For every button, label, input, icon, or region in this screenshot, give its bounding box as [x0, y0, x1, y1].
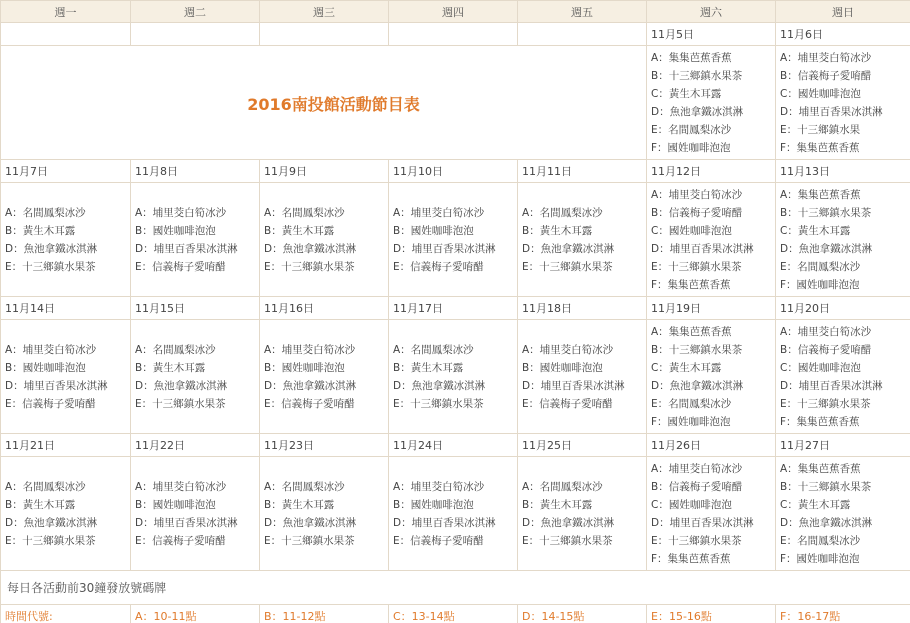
event-item: E：十三鄉鎮水果茶	[5, 261, 96, 273]
event-list	[135, 478, 255, 550]
event-item: E：名間鳳梨冰沙	[780, 535, 861, 547]
event-item: B：國姓咖啡泡泡	[264, 362, 345, 374]
event-item: E：名間鳳梨冰沙	[651, 124, 732, 136]
event-item: A：名間鳳梨冰沙	[135, 344, 216, 356]
event-list	[393, 204, 513, 276]
event-row	[1, 320, 910, 434]
event-item: E：名間鳳梨冰沙	[780, 261, 861, 273]
event-list	[780, 460, 906, 568]
date-row	[1, 23, 910, 46]
weekday-header: 週三	[260, 1, 389, 23]
event-item: D：魚池拿鐵冰淇淋	[135, 380, 228, 392]
event-item: F：國姓咖啡泡泡	[651, 142, 731, 154]
event-item: D：埔里百香果冰淇淋	[5, 380, 108, 392]
event-item: A：埔里茭白筍冰沙	[264, 344, 356, 356]
date-cell: 11月5日	[647, 23, 776, 46]
event-item: A：名間鳳梨冰沙	[522, 207, 603, 219]
event-item: B：信義梅子愛唷醋	[780, 344, 872, 356]
event-item: A：埔里茭白筍冰沙	[393, 207, 485, 219]
event-list	[264, 341, 384, 413]
event-item: E：十三鄉鎮水果茶	[651, 535, 742, 547]
event-item: E：名間鳳梨冰沙	[651, 398, 732, 410]
event-item: A：埔里茭白筍冰沙	[5, 344, 97, 356]
event-item: B：國姓咖啡泡泡	[135, 499, 216, 511]
date-cell: 11月24日	[389, 434, 518, 457]
event-item: E：十三鄉鎮水果	[780, 124, 861, 136]
event-item: D：魚池拿鐵冰淇淋	[5, 243, 98, 255]
event-list	[393, 478, 513, 550]
event-item: A：集集芭蕉香蕉	[780, 189, 861, 201]
event-item: B：黃生木耳露	[393, 362, 464, 374]
event-cell	[518, 457, 647, 571]
event-item: F：集集芭蕉香蕉	[780, 142, 860, 154]
event-cell	[131, 457, 260, 571]
event-item: C：國姓咖啡泡泡	[780, 362, 861, 374]
event-cell	[518, 320, 647, 434]
event-item: D：魚池拿鐵冰淇淋	[651, 380, 744, 392]
event-item: E：十三鄉鎮水果茶	[135, 398, 226, 410]
event-item: E：十三鄉鎮水果茶	[393, 398, 484, 410]
date-cell: 11月6日	[776, 23, 910, 46]
event-item: D：魚池拿鐵冰淇淋	[522, 517, 615, 529]
event-item: E：十三鄉鎮水果茶	[264, 261, 355, 273]
event-cell	[647, 46, 776, 160]
event-item: A：埔里茭白筍冰沙	[651, 189, 743, 201]
event-item: B：國姓咖啡泡泡	[135, 225, 216, 237]
date-cell: 11月15日	[131, 297, 260, 320]
event-item: E：信義梅子愛唷醋	[393, 535, 484, 547]
event-item: E：信義梅子愛唷醋	[135, 535, 226, 547]
event-cell	[389, 320, 518, 434]
event-item: D：魚池拿鐵冰淇淋	[393, 380, 486, 392]
event-item: C：國姓咖啡泡泡	[651, 499, 732, 511]
event-item: C：國姓咖啡泡泡	[780, 88, 861, 100]
event-list	[780, 323, 906, 431]
event-item: D：魚池拿鐵冰淇淋	[651, 106, 744, 118]
date-cell: 11月23日	[260, 434, 389, 457]
event-cell	[1, 320, 131, 434]
date-cell: 11月7日	[1, 160, 131, 183]
event-cell	[260, 457, 389, 571]
page-title: 2016南投館活動節目表	[247, 94, 420, 114]
event-item: A：集集芭蕉香蕉	[780, 463, 861, 475]
event-item: A：埔里茭白筍冰沙	[393, 481, 485, 493]
footer-note: 每日各活動前30鐘發放號碼牌	[1, 571, 910, 605]
event-item: A：名間鳳梨冰沙	[264, 207, 345, 219]
weekday-header: 週四	[389, 1, 518, 23]
time-slot: C：13-14點	[389, 605, 518, 623]
event-item: D：魚池拿鐵冰淇淋	[780, 243, 873, 255]
event-item: B：黃生木耳露	[522, 225, 593, 237]
event-item: D：埔里百香果冰淇淋	[780, 380, 883, 392]
event-item: B：國姓咖啡泡泡	[522, 362, 603, 374]
event-item: E：信義梅子愛唷醋	[5, 398, 96, 410]
event-item: B：十三鄉鎮水果茶	[651, 344, 743, 356]
event-item: E：十三鄉鎮水果茶	[522, 535, 613, 547]
event-item: B：黃生木耳露	[5, 499, 76, 511]
event-list	[135, 341, 255, 413]
event-item: B：國姓咖啡泡泡	[393, 225, 474, 237]
event-list	[264, 478, 384, 550]
weekday-header: 週五	[518, 1, 647, 23]
event-list	[522, 341, 642, 413]
event-list	[135, 204, 255, 276]
event-item: A：埔里茭白筍冰沙	[522, 344, 614, 356]
date-row	[1, 160, 910, 183]
footer-note-row	[1, 571, 910, 605]
event-item: B：黃生木耳露	[5, 225, 76, 237]
event-list	[780, 49, 906, 157]
event-item: D：埔里百香果冰淇淋	[393, 517, 496, 529]
event-item: E：十三鄉鎮水果茶	[780, 398, 871, 410]
event-list	[651, 186, 771, 294]
event-item: B：十三鄉鎮水果茶	[651, 70, 743, 82]
event-item: A：埔里茭白筍冰沙	[780, 52, 872, 64]
event-cell	[647, 183, 776, 297]
event-item: A：集集芭蕉香蕉	[651, 52, 732, 64]
weekday-header: 週一	[1, 1, 131, 23]
event-list	[393, 341, 513, 413]
event-list	[5, 478, 126, 550]
time-slot: A：10-11點	[131, 605, 260, 623]
footer-times-row	[1, 605, 910, 623]
date-cell: 11月10日	[389, 160, 518, 183]
date-cell: 11月17日	[389, 297, 518, 320]
event-cell	[389, 183, 518, 297]
event-item: E：信義梅子愛唷醋	[393, 261, 484, 273]
event-item: D：埔里百香果冰淇淋	[651, 243, 754, 255]
event-item: B：信義梅子愛唷醋	[651, 207, 743, 219]
event-item: B：十三鄉鎮水果茶	[780, 481, 872, 493]
event-item: A：名間鳳梨冰沙	[5, 481, 86, 493]
event-cell	[776, 46, 910, 160]
event-cell	[776, 320, 910, 434]
event-item: D：埔里百香果冰淇淋	[522, 380, 625, 392]
date-cell: 11月8日	[131, 160, 260, 183]
event-row	[1, 457, 910, 571]
event-item: C：黃生木耳露	[651, 362, 722, 374]
event-item: D：埔里百香果冰淇淋	[651, 517, 754, 529]
time-slot: F：16-17點	[776, 605, 910, 623]
event-item: F：國姓咖啡泡泡	[780, 553, 860, 565]
weekday-header: 週日	[776, 1, 910, 23]
event-item: D：魚池拿鐵冰淇淋	[264, 517, 357, 529]
event-item: B：黃生木耳露	[264, 225, 335, 237]
date-cell: 11月22日	[131, 434, 260, 457]
event-item: C：國姓咖啡泡泡	[651, 225, 732, 237]
event-item: A：名間鳳梨冰沙	[264, 481, 345, 493]
event-item: A：集集芭蕉香蕉	[651, 326, 732, 338]
event-list	[651, 49, 771, 157]
date-cell: 11月19日	[647, 297, 776, 320]
event-item: E：信義梅子愛唷醋	[135, 261, 226, 273]
event-item: D：魚池拿鐵冰淇淋	[264, 243, 357, 255]
event-item: A：名間鳳梨冰沙	[522, 481, 603, 493]
event-cell	[1, 457, 131, 571]
event-item: A：名間鳳梨冰沙	[393, 344, 474, 356]
time-slot: D：14-15點	[518, 605, 647, 623]
time-slot: E：15-16點	[647, 605, 776, 623]
event-list	[522, 478, 642, 550]
event-item: F：集集芭蕉香蕉	[651, 279, 731, 291]
title-cell	[1, 46, 647, 160]
event-item: E：十三鄉鎮水果茶	[522, 261, 613, 273]
event-item: C：黃生木耳露	[780, 499, 851, 511]
event-item: A：埔里茭白筍冰沙	[135, 481, 227, 493]
event-item: B：黃生木耳露	[135, 362, 206, 374]
event-cell	[776, 183, 910, 297]
date-cell: 11月27日	[776, 434, 910, 457]
event-list	[5, 204, 126, 276]
event-item: A：名間鳳梨冰沙	[5, 207, 86, 219]
weekday-header-row	[1, 1, 910, 23]
event-item: E：信義梅子愛唷醋	[522, 398, 613, 410]
date-cell: 11月20日	[776, 297, 910, 320]
date-cell: 11月16日	[260, 297, 389, 320]
event-item: B：國姓咖啡泡泡	[393, 499, 474, 511]
event-item: C：黃生木耳露	[780, 225, 851, 237]
event-item: B：十三鄉鎮水果茶	[780, 207, 872, 219]
event-item: D：魚池拿鐵冰淇淋	[522, 243, 615, 255]
event-item: D：埔里百香果冰淇淋	[135, 517, 238, 529]
date-row	[1, 297, 910, 320]
date-cell: 11月18日	[518, 297, 647, 320]
date-cell: 11月13日	[776, 160, 910, 183]
event-item: F：集集芭蕉香蕉	[651, 553, 731, 565]
event-cell	[260, 320, 389, 434]
event-item: E：十三鄉鎮水果茶	[651, 261, 742, 273]
event-list	[651, 323, 771, 431]
empty-cell	[260, 23, 389, 46]
weekday-header: 週二	[131, 1, 260, 23]
event-item: D：魚池拿鐵冰淇淋	[780, 517, 873, 529]
event-list	[522, 204, 642, 276]
event-list	[264, 204, 384, 276]
event-item: D：埔里百香果冰淇淋	[393, 243, 496, 255]
date-cell: 11月9日	[260, 160, 389, 183]
event-list	[5, 341, 126, 413]
event-list	[651, 460, 771, 568]
event-item: B：黃生木耳露	[522, 499, 593, 511]
empty-cell	[1, 23, 131, 46]
event-item: E：信義梅子愛唷醋	[264, 398, 355, 410]
event-item: C：黃生木耳露	[651, 88, 722, 100]
time-slot: B：11-12點	[260, 605, 389, 623]
date-row	[1, 434, 910, 457]
date-cell: 11月21日	[1, 434, 131, 457]
empty-cell	[131, 23, 260, 46]
event-item: A：埔里茭白筍冰沙	[780, 326, 872, 338]
time-code-label: 時間代號:	[1, 605, 131, 623]
event-row	[1, 183, 910, 297]
event-item: E：十三鄉鎮水果茶	[5, 535, 96, 547]
event-item: B：信義梅子愛唷醋	[780, 70, 872, 82]
event-cell	[131, 183, 260, 297]
event-item: A：埔里茭白筍冰沙	[135, 207, 227, 219]
empty-cell	[389, 23, 518, 46]
event-cell	[1, 183, 131, 297]
event-cell	[776, 457, 910, 571]
event-item: D：魚池拿鐵冰淇淋	[264, 380, 357, 392]
event-cell	[647, 457, 776, 571]
event-item: B：黃生木耳露	[264, 499, 335, 511]
date-cell: 11月26日	[647, 434, 776, 457]
event-cell	[389, 457, 518, 571]
event-item: F：國姓咖啡泡泡	[780, 279, 860, 291]
event-row	[1, 46, 910, 160]
event-item: E：十三鄉鎮水果茶	[264, 535, 355, 547]
event-item: B：信義梅子愛唷醋	[651, 481, 743, 493]
weekday-header: 週六	[647, 1, 776, 23]
event-item: D：埔里百香果冰淇淋	[135, 243, 238, 255]
event-item: D：魚池拿鐵冰淇淋	[5, 517, 98, 529]
date-cell: 11月12日	[647, 160, 776, 183]
event-item: F：集集芭蕉香蕉	[780, 416, 860, 428]
event-item: A：埔里茭白筍冰沙	[651, 463, 743, 475]
empty-cell	[518, 23, 647, 46]
date-cell: 11月14日	[1, 297, 131, 320]
event-list	[780, 186, 906, 294]
event-cell	[260, 183, 389, 297]
date-cell: 11月11日	[518, 160, 647, 183]
event-cell	[131, 320, 260, 434]
event-item: D：埔里百香果冰淇淋	[780, 106, 883, 118]
event-cell	[647, 320, 776, 434]
date-cell: 11月25日	[518, 434, 647, 457]
event-cell	[518, 183, 647, 297]
event-item: F：國姓咖啡泡泡	[651, 416, 731, 428]
event-item: B：國姓咖啡泡泡	[5, 362, 86, 374]
